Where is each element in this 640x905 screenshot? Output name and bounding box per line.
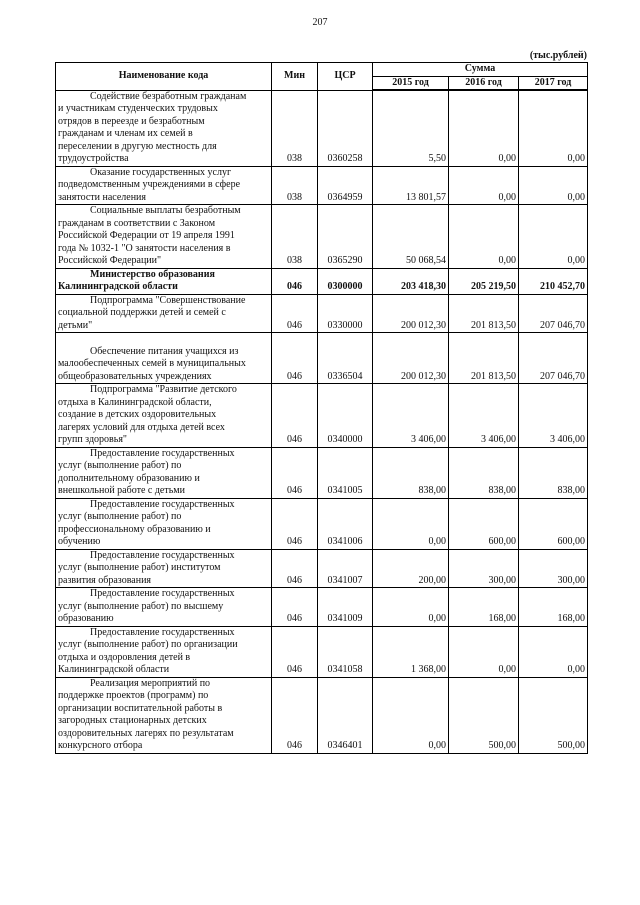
row-value-2015: 200 012,30 bbox=[373, 333, 449, 384]
row-value-2016: 201 813,50 bbox=[449, 333, 519, 384]
row-value-2017: 600,00 bbox=[519, 498, 588, 549]
row-name-line: малообеспеченных семей в муниципальных bbox=[58, 358, 246, 369]
row-value-2016: 168,00 bbox=[449, 588, 519, 627]
row-name bbox=[56, 384, 272, 448]
row-name-line: отдыха и оздоровления детей в bbox=[58, 651, 191, 663]
row-value-2017: 168,00 bbox=[519, 588, 588, 627]
row-value-2016: 0,00 bbox=[449, 626, 519, 677]
table-row bbox=[56, 268, 588, 294]
row-value-2017: 0,00 bbox=[519, 205, 588, 269]
row-value-2017: 838,00 bbox=[519, 447, 588, 498]
table-row bbox=[56, 588, 588, 627]
row-csr: 0336504 bbox=[318, 333, 373, 384]
row-name-line: внешкольной работе с детьми bbox=[58, 485, 185, 496]
row-value-2015: 1 368,00 bbox=[373, 626, 449, 677]
row-min: 046 bbox=[272, 626, 318, 677]
row-name bbox=[56, 90, 272, 166]
row-name-line: общеобразовательных учреждениях bbox=[58, 370, 212, 382]
row-name-line: Предоставление государственных bbox=[90, 626, 235, 638]
row-min: 046 bbox=[272, 447, 318, 498]
budget-table bbox=[55, 62, 588, 754]
row-value-2016: 838,00 bbox=[449, 447, 519, 498]
row-value-2017: 207 046,70 bbox=[519, 333, 588, 384]
row-name-line: и участникам студенческих трудовых bbox=[58, 103, 218, 114]
row-csr: 0360258 bbox=[318, 90, 373, 166]
row-name-line: услуг (выполнение работ) по bbox=[58, 511, 182, 522]
row-value-2016: 205 219,50 bbox=[449, 268, 519, 294]
row-value-2015: 200,00 bbox=[373, 549, 449, 588]
row-value-2017: 0,00 bbox=[519, 166, 588, 205]
row-name-line: детьми" bbox=[58, 319, 93, 331]
row-name-line: услуг (выполнение работ) по высшему bbox=[58, 600, 224, 612]
page-number: 207 bbox=[312, 17, 328, 28]
row-min: 046 bbox=[272, 384, 318, 448]
row-min: 046 bbox=[272, 549, 318, 588]
row-value-2017: 500,00 bbox=[519, 677, 588, 753]
row-name-line: развития образования bbox=[58, 574, 152, 586]
row-value-2015: 838,00 bbox=[373, 447, 449, 498]
row-name-line: Российской Федерации" bbox=[58, 255, 162, 266]
row-min: 038 bbox=[272, 205, 318, 269]
row-value-2017: 0,00 bbox=[519, 90, 588, 166]
row-value-2016: 300,00 bbox=[449, 549, 519, 588]
row-min: 046 bbox=[272, 333, 318, 384]
row-name-line: гражданам в соответствии с Законом bbox=[58, 217, 216, 229]
row-name bbox=[56, 268, 272, 294]
row-csr: 0341009 bbox=[318, 588, 373, 627]
row-name-line: трудоустройства bbox=[58, 153, 129, 164]
row-value-2015: 5,50 bbox=[373, 90, 449, 166]
header-year-2015: 2015 год bbox=[373, 76, 449, 90]
row-name-line: переселении в другую местность для bbox=[58, 140, 217, 152]
row-name bbox=[56, 447, 272, 498]
row-name-line: образованию bbox=[58, 613, 114, 624]
header-sum: Сумма bbox=[373, 63, 588, 77]
table-row bbox=[56, 333, 588, 384]
row-value-2015: 0,00 bbox=[373, 588, 449, 627]
row-name-line: Обеспечение питания учащихся из bbox=[90, 345, 239, 357]
header-name: Наименование кода bbox=[56, 63, 272, 91]
row-value-2015: 203 418,30 bbox=[373, 268, 449, 294]
row-value-2015: 50 068,54 bbox=[373, 205, 449, 269]
row-value-2017: 3 406,00 bbox=[519, 384, 588, 448]
row-name-line: организации воспитательной работы в bbox=[58, 702, 223, 714]
row-name bbox=[56, 549, 272, 588]
row-min: 038 bbox=[272, 166, 318, 205]
row-name bbox=[56, 205, 272, 269]
row-csr: 0364959 bbox=[318, 166, 373, 205]
row-value-2016: 0,00 bbox=[449, 205, 519, 269]
row-name bbox=[56, 588, 272, 627]
row-value-2015: 0,00 bbox=[373, 677, 449, 753]
row-name-line: услуг (выполнение работ) по bbox=[58, 460, 182, 471]
row-csr: 0346401 bbox=[318, 677, 373, 753]
row-name-line: социальной поддержки детей и семей с bbox=[58, 307, 226, 318]
table-row bbox=[56, 498, 588, 549]
row-name-line: Министерство образования bbox=[90, 268, 215, 280]
row-name bbox=[56, 166, 272, 205]
units-label: (тыс.рублей) bbox=[529, 50, 587, 61]
header-min: Мин bbox=[272, 63, 318, 91]
row-value-2017: 300,00 bbox=[519, 549, 588, 588]
row-value-2015: 13 801,57 bbox=[373, 166, 449, 205]
table-body bbox=[56, 90, 588, 753]
row-name-line: поддержке проектов (программ) по bbox=[58, 690, 209, 701]
row-min: 046 bbox=[272, 294, 318, 333]
row-name bbox=[56, 333, 272, 384]
row-name-line: загородных стационарных детских bbox=[58, 715, 207, 726]
row-name-line: подведомственным учреждениями в сфере bbox=[58, 179, 241, 190]
row-csr: 0341058 bbox=[318, 626, 373, 677]
row-name-line: групп здоровья" bbox=[58, 434, 127, 445]
row-name-line: Предоставление государственных bbox=[90, 447, 235, 459]
row-name bbox=[56, 498, 272, 549]
table-row bbox=[56, 205, 588, 269]
row-csr: 0341007 bbox=[318, 549, 373, 588]
table-row bbox=[56, 626, 588, 677]
row-name-line: услуг (выполнение работ) институтом bbox=[58, 562, 221, 573]
row-name-line: Предоставление государственных bbox=[90, 549, 235, 561]
row-name-line: оздоровительных лагерях по результатам bbox=[58, 727, 234, 739]
row-name-line: гражданам и членам их семей в bbox=[58, 128, 193, 139]
table-row bbox=[56, 166, 588, 205]
header-year-2017: 2017 год bbox=[519, 76, 588, 90]
row-value-2016: 500,00 bbox=[449, 677, 519, 753]
row-value-2016: 3 406,00 bbox=[449, 384, 519, 448]
row-name bbox=[56, 626, 272, 677]
row-min: 046 bbox=[272, 677, 318, 753]
row-value-2017: 207 046,70 bbox=[519, 294, 588, 333]
row-name-line: Оказание государственных услуг bbox=[90, 166, 232, 178]
table-row bbox=[56, 677, 588, 753]
row-name-line: Реализация мероприятий по bbox=[90, 677, 211, 689]
row-name-line: Предоставление государственных bbox=[90, 588, 235, 599]
table-row bbox=[56, 90, 588, 166]
row-name-line: Содействие безработным гражданам bbox=[90, 90, 247, 102]
row-min: 046 bbox=[272, 588, 318, 627]
row-name-line: создание в детских оздоровительных bbox=[58, 409, 217, 420]
row-value-2016: 600,00 bbox=[449, 498, 519, 549]
header-year-2016: 2016 год bbox=[449, 76, 519, 90]
row-name-line: услуг (выполнение работ) по организации bbox=[58, 639, 238, 650]
row-value-2015: 3 406,00 bbox=[373, 384, 449, 448]
row-value-2016: 201 813,50 bbox=[449, 294, 519, 333]
row-name bbox=[56, 294, 272, 333]
row-value-2017: 0,00 bbox=[519, 626, 588, 677]
row-name-line: Предоставление государственных bbox=[90, 498, 235, 510]
row-csr: 0341006 bbox=[318, 498, 373, 549]
row-min: 046 bbox=[272, 268, 318, 294]
row-name-line bbox=[58, 333, 269, 346]
table-row bbox=[56, 447, 588, 498]
row-name-line: Российской Федерации от 19 апреля 1991 bbox=[58, 230, 235, 241]
row-name-line: лагерях условий для отдыха детей всех bbox=[58, 421, 225, 433]
row-csr: 0330000 bbox=[318, 294, 373, 333]
row-name-line: обучению bbox=[58, 536, 101, 547]
row-value-2017: 210 452,70 bbox=[519, 268, 588, 294]
row-csr: 0300000 bbox=[318, 268, 373, 294]
row-name-line: Социальные выплаты безработным bbox=[90, 205, 241, 216]
row-name bbox=[56, 677, 272, 753]
row-name-line: занятости населения bbox=[58, 191, 147, 203]
row-value-2016: 0,00 bbox=[449, 166, 519, 205]
row-csr: 0365290 bbox=[318, 205, 373, 269]
row-name-line: дополнительному образованию и bbox=[58, 472, 200, 484]
row-name-line: отрядов в переезде и безработным bbox=[58, 115, 205, 127]
row-value-2015: 0,00 bbox=[373, 498, 449, 549]
row-value-2015: 200 012,30 bbox=[373, 294, 449, 333]
row-name-line: Калининградской области bbox=[58, 281, 178, 292]
table-row bbox=[56, 549, 588, 588]
row-name-line: года № 1032-1 "О занятости населения в bbox=[58, 242, 231, 254]
row-name-line: Подпрограмма "Совершенствование bbox=[90, 294, 246, 306]
row-name-line: Калининградской области bbox=[58, 664, 170, 675]
table-row bbox=[56, 384, 588, 448]
row-name-line: профессиональному образованию и bbox=[58, 523, 211, 535]
table-row bbox=[56, 294, 588, 333]
row-name-line: конкурсного отбора bbox=[58, 740, 143, 751]
header-csr: ЦСР bbox=[318, 63, 373, 91]
row-min: 046 bbox=[272, 498, 318, 549]
row-csr: 0340000 bbox=[318, 384, 373, 448]
row-name-line: отдыха в Калининградской области, bbox=[58, 396, 212, 408]
row-min: 038 bbox=[272, 90, 318, 166]
row-name-line: Подпрограмма "Развитие детского bbox=[90, 384, 237, 395]
row-csr: 0341005 bbox=[318, 447, 373, 498]
row-value-2016: 0,00 bbox=[449, 90, 519, 166]
